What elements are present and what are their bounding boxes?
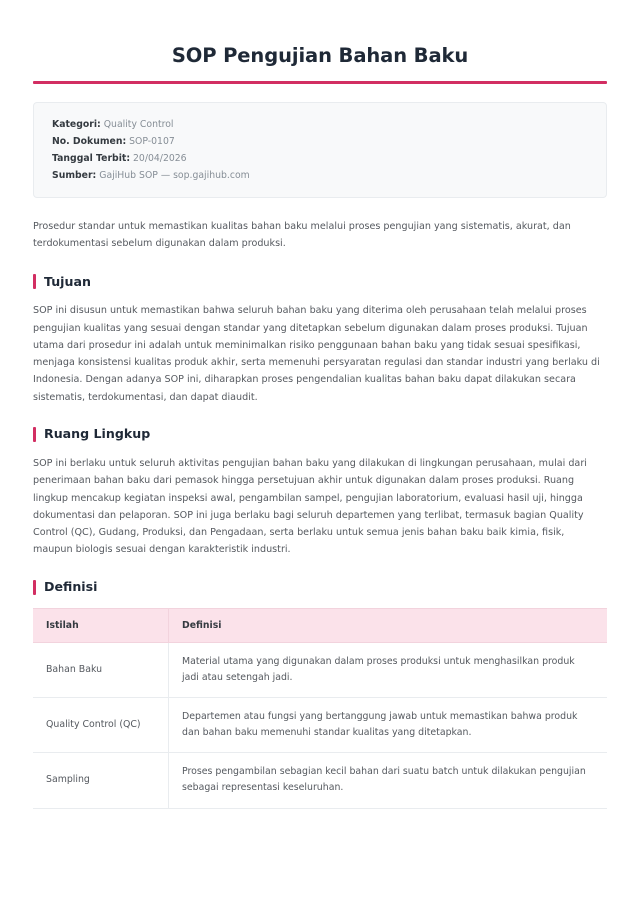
metadata-value-no-dokumen: SOP-0107	[129, 136, 175, 148]
cell-definisi: Material utama yang digunakan dalam proses produksi untuk menghasilkan produk jadi atau setengah jadi.	[169, 642, 608, 697]
metadata-value-sumber: GajiHub SOP — sop.gajihub.com	[99, 169, 250, 181]
section-tujuan	[33, 274, 607, 406]
cell-definisi: Departemen atau fungsi yang bertanggung jawab untuk memastikan bahwa produk dan bahan baku memenuhi standar kualitas yang ditetapkan.	[169, 697, 608, 752]
intro-paragraph: Prosedur standar untuk memastikan kualitas bahan baku melalui proses pengujian yang sistematis, akurat, dan terdokumentasi sebelum digunakan dalam produksi.	[33, 221, 571, 250]
metadata-label-no-dokumen: No. Dokumen:	[52, 136, 127, 148]
cell-istilah: Quality Control (QC)	[33, 697, 169, 752]
section-title-tujuan: Tujuan	[44, 273, 91, 289]
column-header-definisi: Definisi	[169, 608, 608, 642]
metadata-label-tanggal-terbit: Tanggal Terbit:	[52, 152, 131, 164]
section-heading-definisi	[33, 580, 607, 595]
metadata-value-kategori: Quality Control	[103, 119, 174, 131]
definisi-table	[33, 608, 607, 809]
section-body-ruang-lingkup: SOP ini berlaku untuk seluruh aktivitas pengujian bahan baku yang dilakukan di lingkungan perusahaan, mulai dari penerimaan bahan baku dari pemasok hingga persetujuan akhir untuk digunakan dalam proses produksi. Ruang lingkup mencakup kegiatan inspeksi awal, pengambilan sampel, pengujian laboratorium, evaluasi hasil uji, hingga dokumentasi dan pelaporan. SOP ini juga berlaku bagi seluruh departemen yang terlibat, termasuk bagian Quality Control (QC), Gudang, Produksi, dan Pengadaan, serta berlaku untuk semua jenis bahan baku baik kimia, fisik, maupun biologis sesuai dengan karakteristik industri.	[33, 457, 587, 556]
table-row	[33, 642, 607, 697]
accent-bar-icon	[33, 274, 36, 289]
metadata-row-no-dokumen	[52, 133, 588, 150]
accent-bar-icon	[33, 427, 36, 442]
section-heading-ruang-lingkup	[33, 427, 607, 442]
section-heading-tujuan	[33, 274, 607, 289]
cell-istilah: Sampling	[33, 753, 169, 808]
definisi-table-body	[33, 642, 607, 808]
metadata-value-tanggal-terbit: 20/04/2026	[133, 152, 187, 164]
metadata-row-kategori	[52, 117, 588, 134]
section-definisi	[33, 580, 607, 809]
cell-istilah: Bahan Baku	[33, 642, 169, 697]
table-row	[33, 697, 607, 752]
accent-bar-icon	[33, 580, 36, 595]
column-header-istilah: Istilah	[33, 608, 169, 642]
metadata-row-sumber	[52, 167, 588, 184]
metadata-label-sumber: Sumber:	[52, 169, 97, 181]
cell-definisi: Proses pengambilan sebagian kecil bahan dari suatu batch untuk dilakukan pengujian sebagai representasi keseluruhan.	[169, 753, 608, 808]
page-title: SOP Pengujian Bahan Baku	[171, 44, 469, 67]
table-header-row	[33, 608, 607, 642]
section-body-tujuan: SOP ini disusun untuk memastikan bahwa seluruh bahan baku yang diterima oleh perusahaan telah melalui proses pengujian kualitas yang sesuai dengan standar yang ditetapkan sebelum digunakan dalam proses produksi. Tujuan utama dari prosedur ini adalah untuk meminimalkan risiko penggunaan bahan baku yang tidak sesuai spesifikasi, menjaga konsistensi kualitas produk akhir, serta memenuhi persyaratan regulasi dan standar industri yang berlaku di Indonesia. Dengan adanya SOP ini, diharapkan proses pengendalian kualitas bahan baku dapat dilakukan secara sistematis, terdokumentasi, dan dapat diaudit.	[33, 305, 600, 403]
table-row	[33, 753, 607, 808]
section-title-ruang-lingkup: Ruang Lingkup	[44, 426, 151, 442]
metadata-label-kategori: Kategori:	[52, 119, 101, 131]
definisi-table-head	[33, 608, 607, 642]
section-title-definisi: Definisi	[44, 578, 98, 594]
document-metadata-box	[33, 102, 607, 199]
title-divider	[33, 81, 607, 84]
section-ruang-lingkup	[33, 427, 607, 559]
metadata-row-tanggal-terbit	[52, 150, 588, 167]
